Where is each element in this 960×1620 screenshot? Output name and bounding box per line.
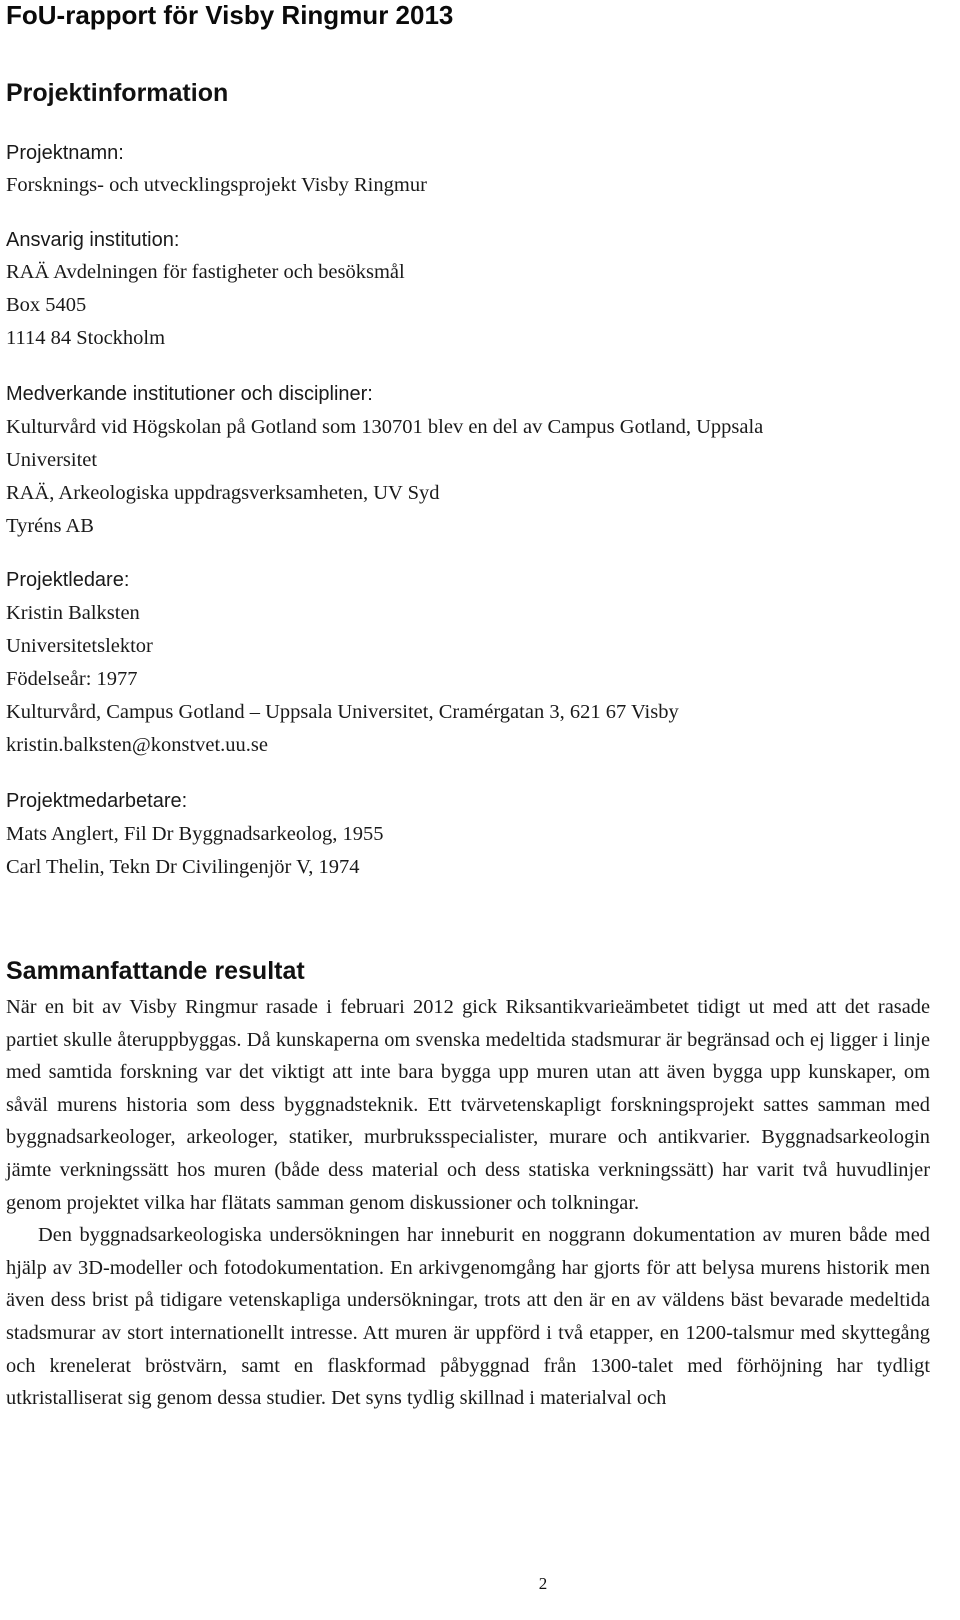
project-name-value: Forsknings- och utvecklingsprojekt Visby Ringmur	[6, 174, 427, 196]
responsible-line: Box 5405	[6, 294, 87, 316]
participating-line: RAÄ, Arkeologiska uppdragsverksamheten, UV Syd	[6, 482, 440, 504]
responsible-institution-label: Ansvarig institution:	[6, 229, 180, 251]
project-leader-line: Kristin Balksten	[6, 602, 140, 624]
project-leader-line: Kulturvård, Campus Gotland – Uppsala Universitet, Cramérgatan 3, 621 67 Visby	[6, 701, 679, 723]
project-staff-line: Carl Thelin, Tekn Dr Civilingenjör V, 1974	[6, 856, 360, 878]
responsible-line: RAÄ Avdelningen för fastigheter och besöksmål	[6, 261, 405, 283]
summary-paragraph: När en bit av Visby Ringmur rasade i februari 2012 gick Riksantikvarieämbetet tidigt ut med att det rasade partiet skulle återuppbyggas. Då kunskaperna om svenska medeltida stadsmurar är begränsad och ej ligger i linje med samtida forskning var det viktigt att inte bara bygga upp muren utan att även bygga upp kunskaper, om såväl murens historia som dess byggnadsteknik. Ett tvärvetenskapligt forskningsprojekt sattes samman med byggnadsarkeologer, arkeologer, statiker, murbruksspecialister, murare och antikvarier. Byggnadsarkeologin jämte verkningssätt hos muren (både dess material och dess statiska verkningssätt) har varit två huvudlinjer genom projektet vilka har flätats samman genom diskussioner och tolkningar.	[6, 996, 930, 1214]
participating-line: Tyréns AB	[6, 515, 94, 537]
project-leader-line: Födelseår: 1977	[6, 668, 138, 690]
summary-paragraph: Den byggnadsarkeologiska undersökningen har inneburit en noggrann dokumentation av muren både med hjälp av 3D-modeller och fotodokumentation. En arkivgenomgång har gjorts för att belysa murens historik men även dess brist på tidigare vetenskapliga undersökningar, trots att den är en av väldens bäst bevarade medeltida stadsmurar av stort internationellt intresse. Att muren är uppförd i två etapper, en 1200-talsmur med skyttegång och krenelerat bröstvärn, samt en flaskformad påbyggnad från 1300-talet med förhöjning har tydligt utkristalliserat sig genom dessa studier. Det syns tydlig skillnad i materialval och	[6, 1224, 930, 1410]
document-title: FoU-rapport för Visby Ringmur 2013	[6, 0, 454, 30]
participating-institutions-label: Medverkande institutioner och discipliner:	[6, 383, 373, 405]
project-leader-line: Universitetslektor	[6, 635, 153, 657]
page-number: 2	[538, 1574, 548, 1593]
project-leader-email: kristin.balksten@konstvet.uu.se	[6, 734, 269, 756]
project-staff-line: Mats Anglert, Fil Dr Byggnadsarkeolog, 1955	[6, 823, 384, 845]
section-heading-project-info: Projektinformation	[6, 79, 229, 107]
project-staff-label: Projektmedarbetare:	[6, 790, 188, 812]
section-heading-summary: Sammanfattande resultat	[6, 957, 305, 985]
participating-line: Universitet	[6, 449, 98, 471]
project-leader-label: Projektledare:	[6, 569, 130, 591]
participating-line: Kulturvård vid Högskolan på Gotland som 130701 blev en del av Campus Gotland, Uppsala	[6, 416, 764, 438]
project-name-label: Projektnamn:	[6, 142, 124, 164]
responsible-line: 1114 84 Stockholm	[6, 327, 166, 349]
summary-body	[6, 991, 930, 1415]
